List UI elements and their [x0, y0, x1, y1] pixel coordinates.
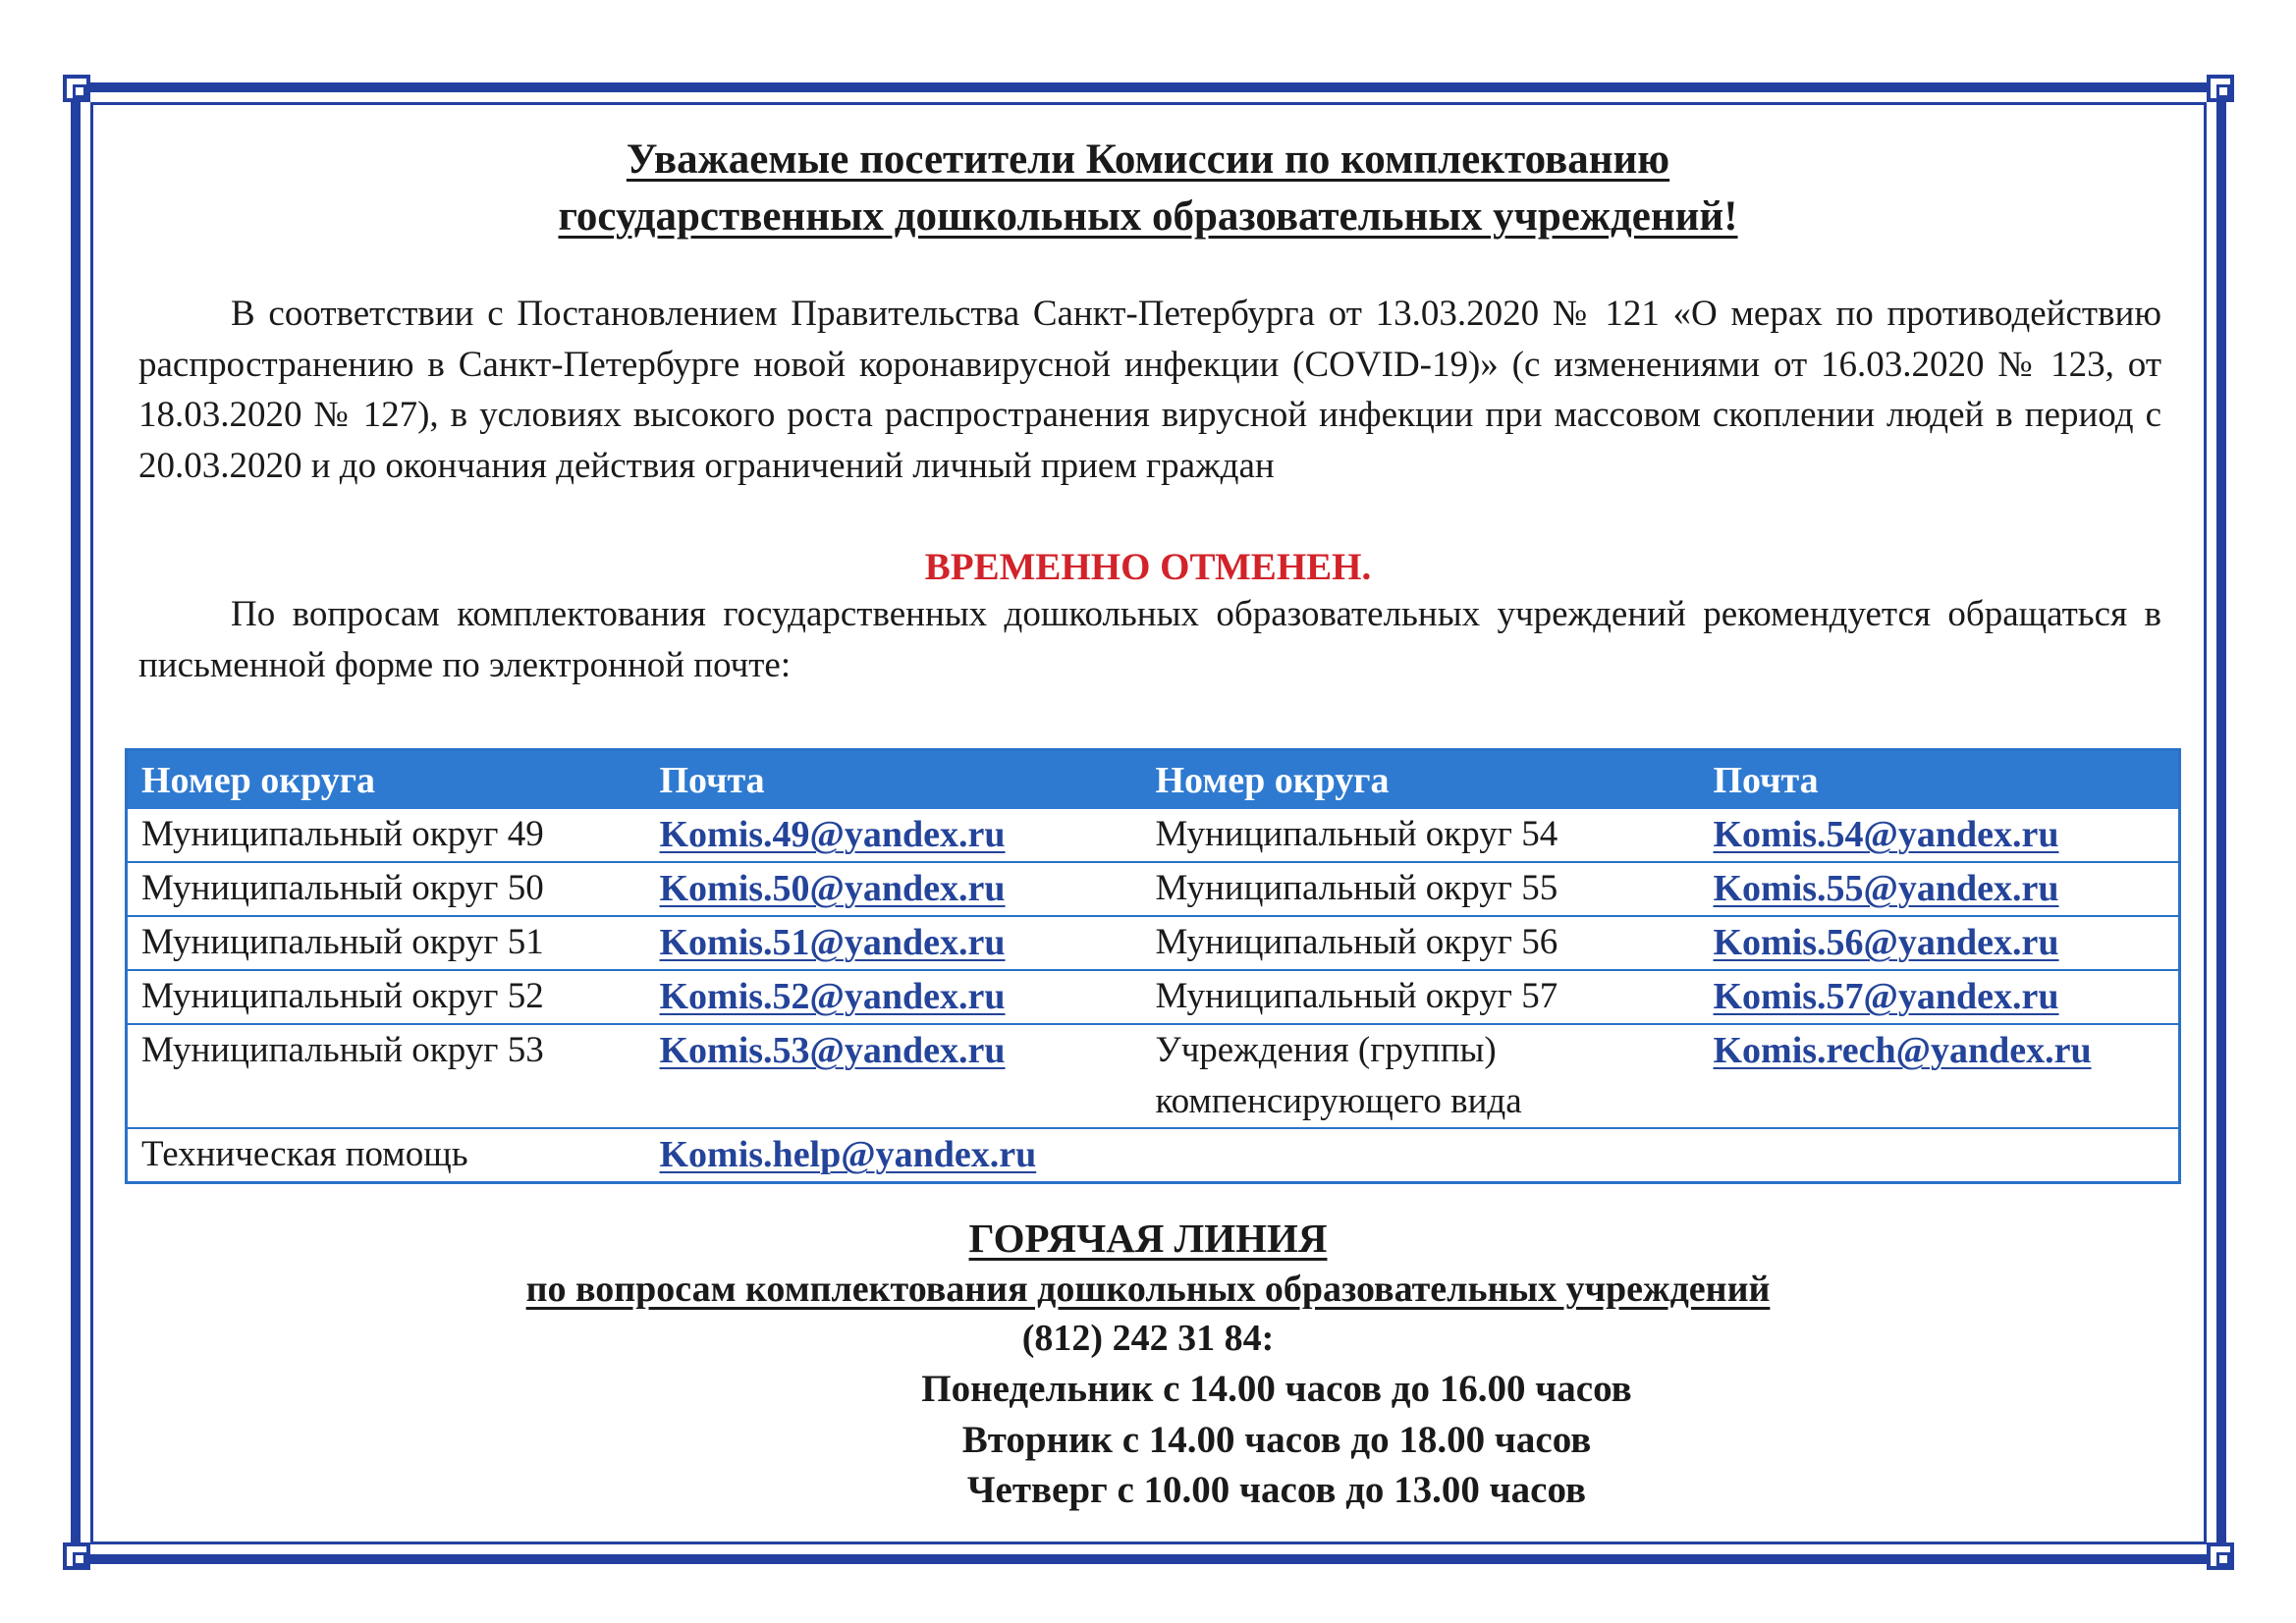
email-cell [646, 862, 1142, 916]
frame-corner-ornament [2207, 1542, 2234, 1570]
column-header: Номер округа [127, 750, 646, 810]
email-link[interactable]: Komis.51@yandex.ru [659, 922, 1006, 963]
email-cell [1700, 916, 2180, 970]
email-link[interactable]: Komis.50@yandex.ru [659, 868, 1006, 909]
frame-corner-ornament [63, 1542, 90, 1570]
district-cell: Муниципальный округ 49 [127, 809, 646, 862]
intro-paragraph [138, 289, 2161, 491]
schedule-line: Понедельник с 14.00 часов до 16.00 часов [921, 1368, 1632, 1410]
help-email-link[interactable]: Komis.help@yandex.ru [659, 1134, 1037, 1175]
hotline-subtitle: по вопросам комплектования дошкольных образовательных учреждений [525, 1269, 1771, 1310]
district-cell: Муниципальный округ 57 [1142, 970, 1700, 1024]
district-cell: Муниципальный округ 53 [127, 1024, 646, 1128]
district-cell: Муниципальный округ 52 [127, 970, 646, 1024]
table-header-row [127, 750, 2180, 810]
column-header: Почта [646, 750, 1142, 810]
district-cell: Муниципальный округ 54 [1142, 809, 1700, 862]
page-title-line2: государственных дошкольных образовательных учреждений! [558, 193, 1738, 240]
email-cell [646, 1128, 2180, 1183]
email-link[interactable]: Komis.49@yandex.ru [659, 814, 1006, 855]
schedule-line: Четверг с 10.00 часов до 13.00 часов [966, 1469, 1587, 1511]
table-row [127, 809, 2180, 862]
email-link[interactable]: Komis.56@yandex.ru [1713, 922, 2059, 963]
frame-corner-ornament [63, 75, 90, 102]
cancellation-notice: ВРЕМЕННО ОТМЕНЕН. [924, 546, 1372, 588]
district-line: Учреждения (группы) [1155, 1030, 1497, 1070]
district-cell: Муниципальный округ 51 [127, 916, 646, 970]
help-label-cell: Техническая помощь [127, 1128, 646, 1183]
column-header: Номер округа [1142, 750, 1700, 810]
table-row [127, 1024, 2180, 1128]
column-header: Почта [1700, 750, 2180, 810]
table-row-help [127, 1128, 2180, 1183]
email-cell [1700, 862, 2180, 916]
page-title-line1: Уважаемые посетители Комиссии по комплектованию [626, 136, 1670, 183]
email-link[interactable]: Komis.52@yandex.ru [659, 976, 1006, 1017]
email-link[interactable]: Komis.57@yandex.ru [1713, 976, 2059, 1017]
email-link[interactable]: Komis.55@yandex.ru [1713, 868, 2059, 909]
email-cell [646, 916, 1142, 970]
district-cell: Муниципальный округ 55 [1142, 862, 1700, 916]
email-link[interactable]: Komis.54@yandex.ru [1713, 814, 2059, 855]
email-cell [646, 970, 1142, 1024]
email-cell [646, 1024, 1142, 1128]
email-cell [1700, 1024, 2180, 1128]
contact-paragraph-text: По вопросам комплектования государственных дошкольных образовательных учреждений рекомендуется обращаться в письменной форме по электронной почте: [138, 594, 2161, 685]
email-cell [646, 809, 1142, 862]
email-cell [1700, 809, 2180, 862]
frame-corner-ornament [2207, 75, 2234, 102]
table-row [127, 970, 2180, 1024]
district-line: компенсирующего вида [1155, 1081, 1522, 1121]
district-cell: Муниципальный округ 50 [127, 862, 646, 916]
email-link[interactable]: Komis.rech@yandex.ru [1713, 1030, 2092, 1071]
table-row [127, 916, 2180, 970]
contact-paragraph [138, 589, 2161, 690]
district-cell [1142, 1024, 1700, 1128]
contacts-table [125, 748, 2181, 1184]
email-cell [1700, 970, 2180, 1024]
email-link[interactable]: Komis.53@yandex.ru [659, 1030, 1006, 1071]
schedule-line: Вторник с 14.00 часов до 18.00 часов [961, 1419, 1592, 1461]
hotline-phone: (812) 242 31 84: [1021, 1318, 1275, 1359]
hotline-title: ГОРЯЧАЯ ЛИНИЯ [968, 1216, 1328, 1261]
table-row [127, 862, 2180, 916]
district-cell: Муниципальный округ 56 [1142, 916, 1700, 970]
intro-paragraph-text: В соответствии с Постановлением Правительства Санкт-Петербурга от 13.03.2020 № 121 «О мерах по противодействию распространению в Санкт-Петербурге новой коронавирусной инфекции (COVID-19)» (с изменениями от 16.03.2020 № 123, от 18.03.2020 № 127), в условиях высокого роста распространения вирусной инфекции при массовом скоплении людей в период с 20.03.2020 и до окончания действия ограничений личный прием граждан [138, 294, 2161, 486]
